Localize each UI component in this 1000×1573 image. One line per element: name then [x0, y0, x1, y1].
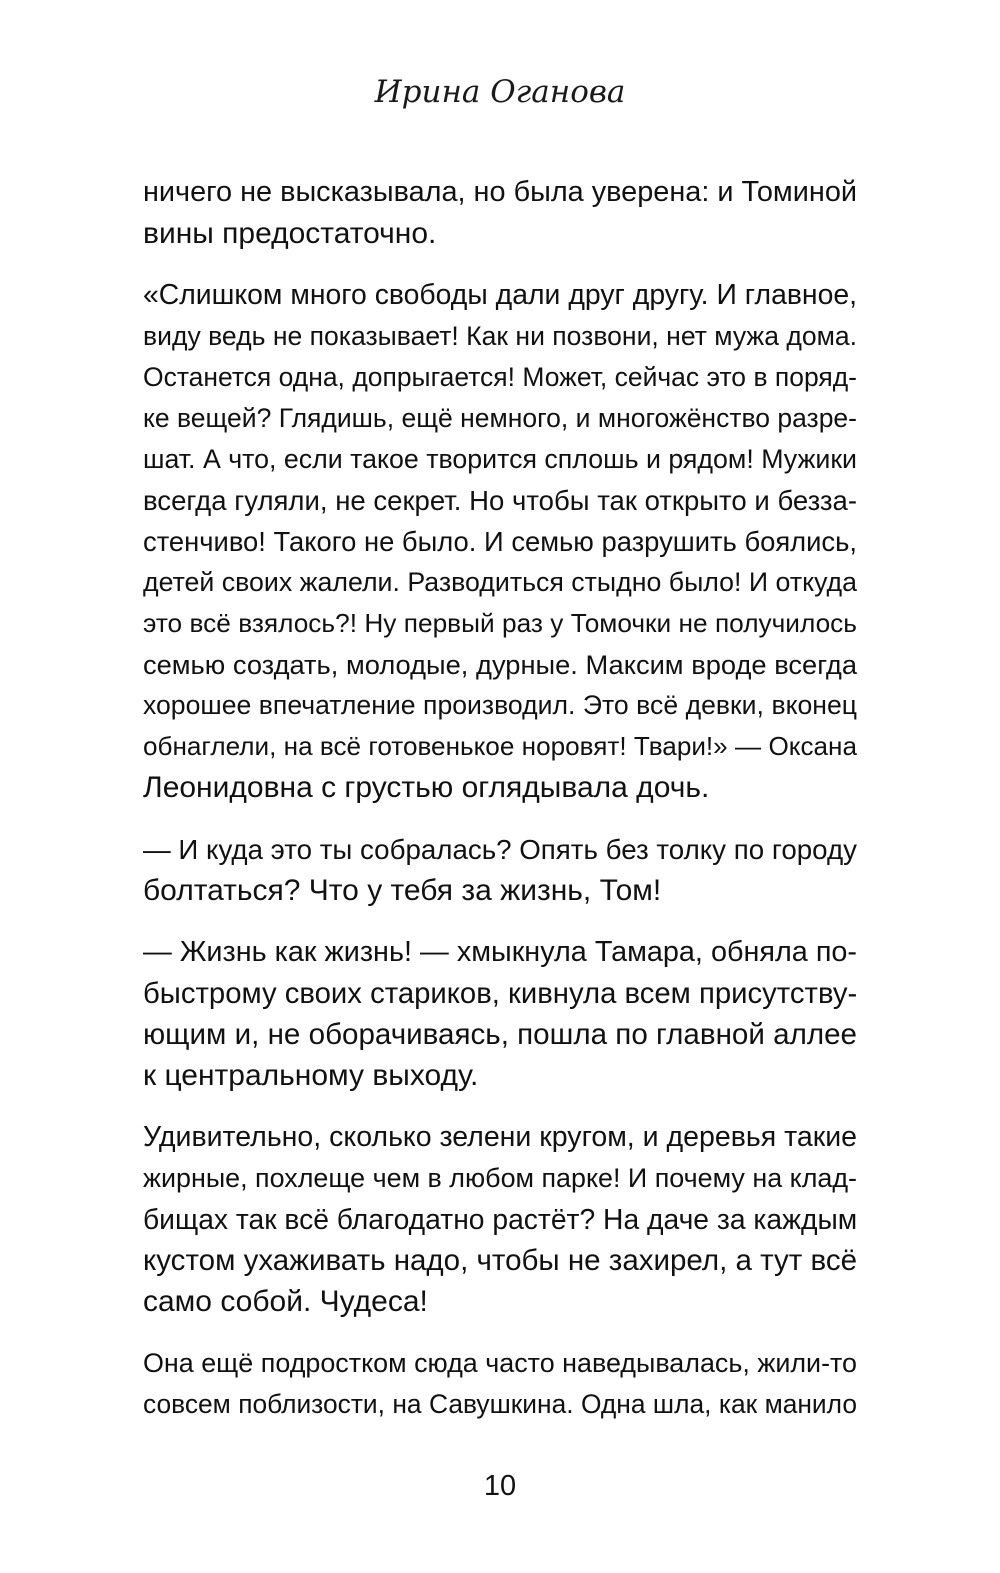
text-line: Удивительно, сколько зелени кругом, и деревья такие: [143, 1121, 857, 1153]
text-line: хорошее впечатление производил. Это всё девки, вконец: [143, 690, 857, 720]
text-line: Она ещё подростком сюда часто наведывалась, жили-то: [143, 1348, 857, 1378]
page-number: 10: [483, 1470, 517, 1502]
text-line: — Жизнь как жизнь! — хмыкнула Тамара, обняла по-: [143, 936, 857, 968]
text-line: «Слишком много свободы дали друг другу. И главное,: [143, 279, 857, 311]
text-line: быстрому своих стариков, кивнула всем присутству-: [143, 977, 858, 1010]
paragraph: [143, 172, 857, 254]
paragraph: [143, 275, 857, 808]
text-line: детей своих жалели. Разводиться стыдно было! И откуда: [143, 567, 858, 597]
text-line: шат. А что, если такое творится сплошь и рядом! Мужики: [143, 444, 857, 474]
paragraph: [143, 1343, 857, 1425]
text-line: Останется одна, допрыгается! Может, сейчас это в поряд-: [143, 362, 857, 392]
text-line: Леонидовна с грустью оглядывала дочь.: [143, 771, 710, 804]
text-line: бищах так всё благодатно растёт? На даче за каждым: [143, 1203, 858, 1235]
text-line: жирные, похлеще чем в любом парке! И почему на клад-: [143, 1163, 857, 1193]
text-line: ке вещей? Глядишь, ещё немного, и многожёнство разре-: [143, 403, 857, 433]
text-line: всегда гуляли, не секрет. Но чтобы так открыто и безза-: [143, 485, 857, 516]
text-line: ющим и, не оборачиваясь, пошла по главной аллее: [143, 1018, 857, 1051]
text-line: ничего не высказывала, но была уверена: и Томиной: [143, 176, 857, 208]
body-text: [143, 172, 857, 1446]
text-line: стенчиво! Такого не было. И семью разрушить боялись,: [143, 526, 857, 557]
text-line: виду ведь не показывает! Как ни позвони, нет мужа дома.: [143, 321, 858, 351]
text-line: совсем поблизости, на Савушкина. Одна шла, как манило: [143, 1389, 857, 1419]
text-line: вины предостаточно.: [143, 217, 437, 250]
paragraph: [143, 1117, 857, 1322]
text-line: семью создать, молодые, дурные. Максим вроде всегда: [143, 649, 857, 680]
paragraph: [143, 932, 857, 1096]
text-line: кустом ухаживать надо, чтобы не захирел, а тут всё: [143, 1244, 858, 1277]
running-head-author: Ирина Оганова: [374, 74, 626, 110]
text-line: обнаглели, на всё готовенькое норовят! Твари!» — Оксана: [143, 731, 857, 761]
text-line: к центральному выходу.: [143, 1059, 479, 1092]
text-line: болтаться? Что у тебя за жизнь, Том!: [143, 874, 662, 907]
text-line: — И куда это ты собралась? Опять без толку по городу: [143, 834, 857, 865]
text-line: само собой. Чудеса!: [143, 1285, 428, 1318]
paragraph: [143, 829, 857, 911]
text-line: это всё взялось?! Ну первый раз у Томочки не получилось: [143, 608, 857, 638]
